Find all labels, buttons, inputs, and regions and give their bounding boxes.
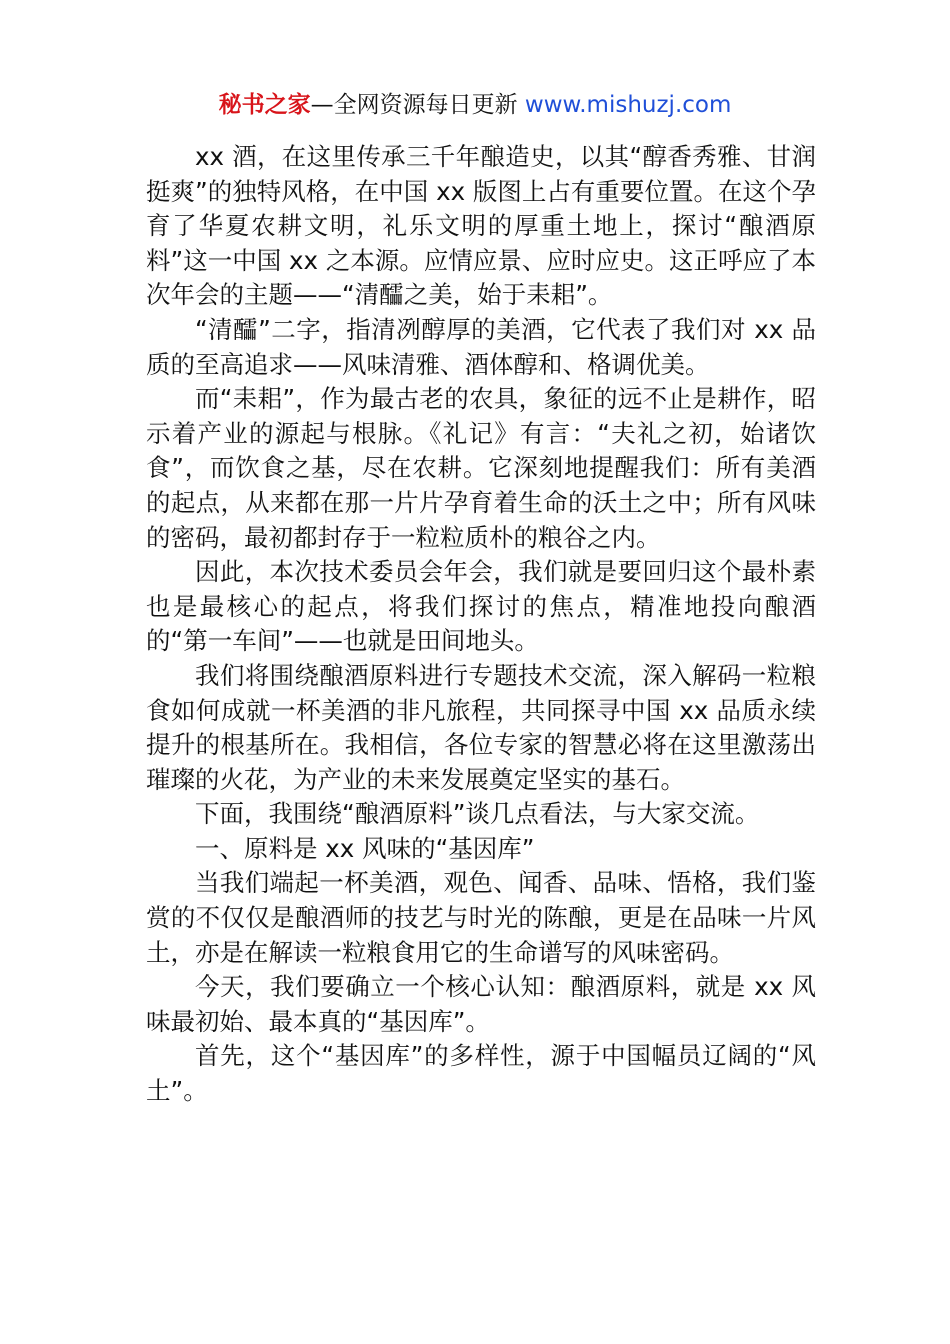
paragraph: 今天，我们要确立一个核心认知：酿酒原料，就是 xx 风味最初始、最本真的“基因库”。 — [146, 972, 816, 1036]
page-header — [0, 88, 950, 122]
document-body — [146, 140, 816, 1109]
paragraph: 因此，本次技术委员会年会，我们就是要回归这个最朴素也是最核心的起点，将我们探讨的焦点，精准地投向酿酒的“第一车间”——也就是田间地头。 — [146, 557, 816, 656]
paragraph: “清醽”二字，指清冽醇厚的美酒，它代表了我们对 xx 品质的至高追求——风味清雅、酒体醇和、格调优美。 — [146, 314, 816, 379]
paragraph: 而“耒耜”，作为最古老的农具，象征的远不止是耕作，昭示着产业的源起与根脉。《礼记》有言：“夫礼之初，始诸饮食”，而饮食之基，尽在农耕。它深刻地提醒我们：所有美酒的起点，从来都在那一片片孕育着生命的沃土之中；所有风味的密码，最初都封存于一粒粒质朴的粮谷之内。 — [146, 384, 816, 552]
paragraph: 下面，我围绕“酿酒原料”谈几点看法，与大家交流。 — [195, 799, 760, 829]
paragraph: 我们将围绕酿酒原料进行专题技术交流，深入解码一粒粮食如何成就一杯美酒的非凡旅程，共同探寻中国 xx 品质永续提升的根基所在。我相信，各位专家的智慧必将在这里激荡出璀璨的火花，为产业的未来发展奠定坚实的基石。 — [146, 660, 816, 794]
header-slogan: —全网资源每日更新 — [310, 92, 518, 118]
paragraph: xx 酒，在这里传承三千年酿造史，以其“醇香秀雅、甘润挺爽”的独特风格，在中国 xx 版图上占有重要位置。在这个孕育了华夏农耕文明，礼乐文明的厚重土地上，探讨“酿酒原料”这一中国 xx 之本源。应情应景、应时应史。这正呼应了本次年会的主题——“清醽之美，始于耒耜”。 — [146, 142, 816, 310]
brand-name: 秘书之家 — [218, 92, 311, 118]
paragraph: 首先，这个“基因库”的多样性，源于中国幅员辽阔的“风土”。 — [146, 1041, 816, 1106]
section-heading: 一、原料是 xx 风味的“基因库” — [195, 833, 535, 863]
website-link[interactable]: www.mishuzj.com — [524, 92, 732, 118]
paragraph: 当我们端起一杯美酒，观色、闻香、品味、悟格，我们鉴赏的不仅仅是酿酒师的技艺与时光的陈酿，更是在品味一片风土，亦是在解读一粒粮食用它的生命谱写的风味密码。 — [146, 868, 816, 967]
